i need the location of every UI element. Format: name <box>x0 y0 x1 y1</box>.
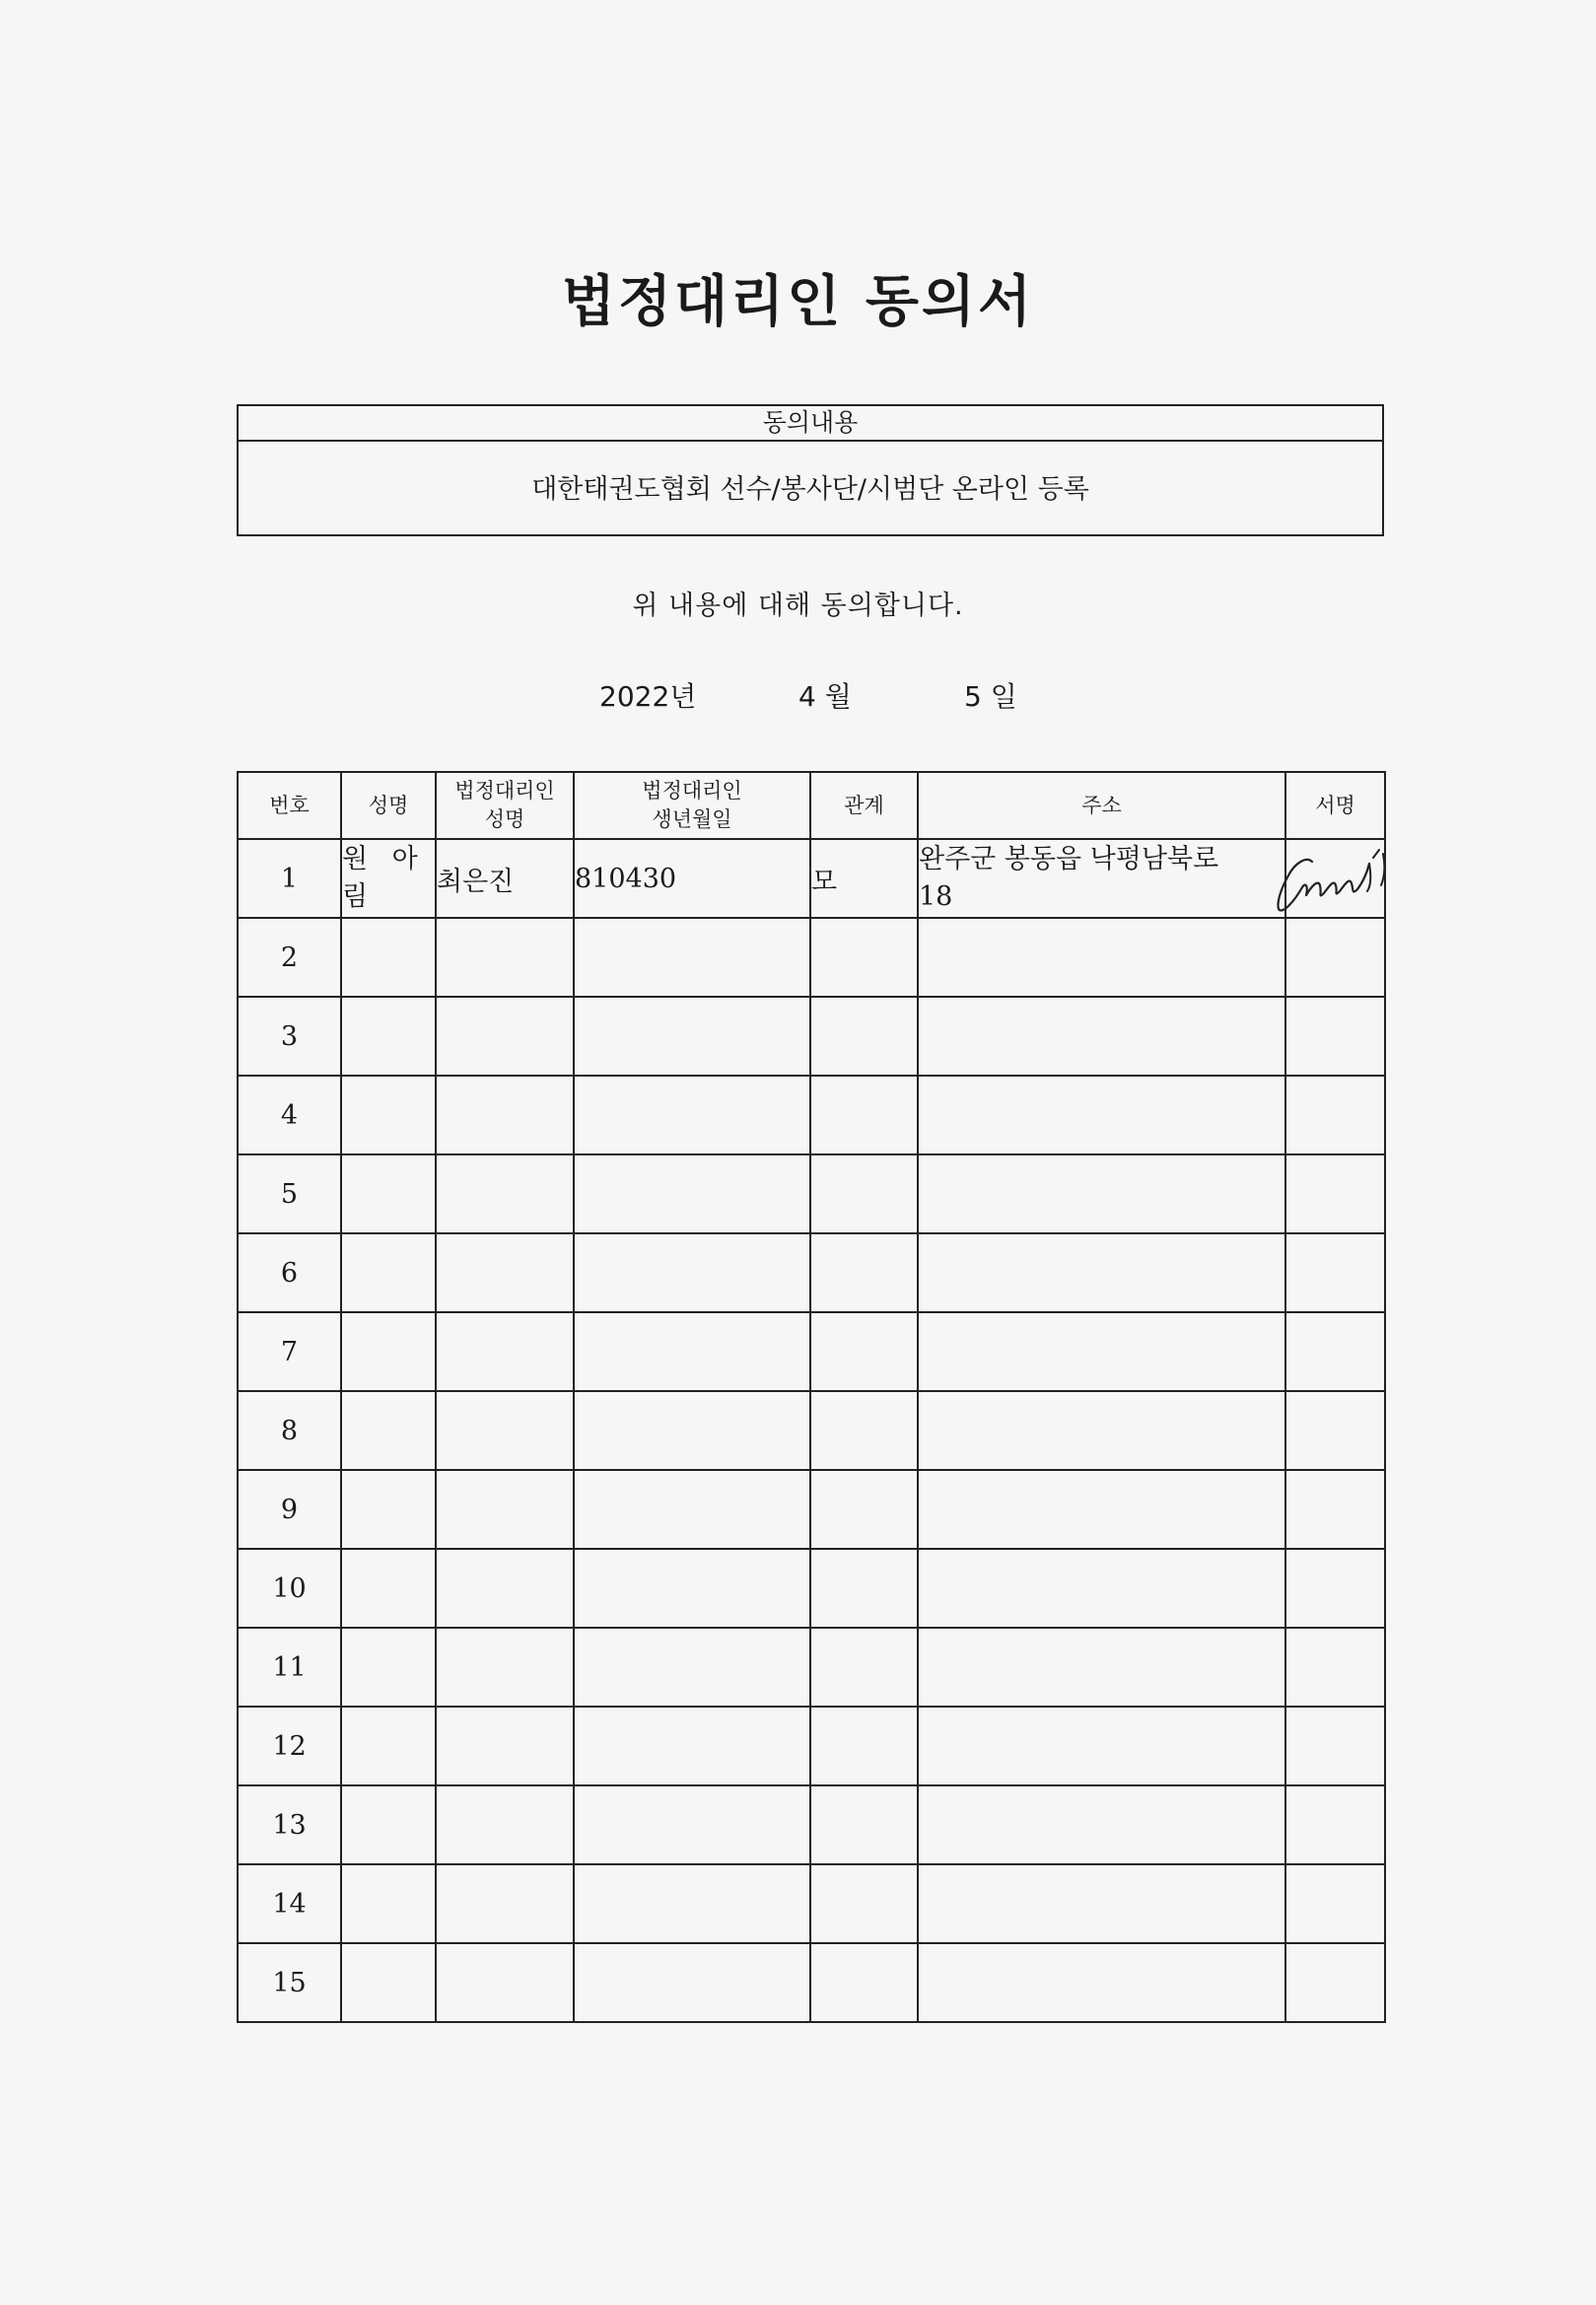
guardian-name[interactable] <box>436 1391 574 1470</box>
guardian-birth[interactable] <box>574 1628 810 1707</box>
row-number: 14 <box>238 1864 341 1943</box>
row-number: 5 <box>238 1154 341 1233</box>
relation[interactable] <box>810 1549 918 1628</box>
address-line2: 18 <box>919 881 953 912</box>
student-name[interactable] <box>341 839 436 918</box>
address[interactable] <box>918 1391 1285 1470</box>
student-name[interactable] <box>341 997 436 1076</box>
address-line1: 완주군 봉동읍 낙평남북로 <box>919 844 1219 874</box>
guardian-name[interactable] <box>436 1707 574 1785</box>
address[interactable] <box>918 1312 1285 1391</box>
header-guardian-name-line2: 성명 <box>484 807 525 831</box>
table-row <box>238 1470 1385 1549</box>
address[interactable] <box>918 1154 1285 1233</box>
relation[interactable]: 모 <box>810 839 918 918</box>
guardian-birth[interactable] <box>574 1470 810 1549</box>
row-number: 4 <box>238 1076 341 1154</box>
guardian-name[interactable] <box>436 1549 574 1628</box>
signature-cell[interactable] <box>1285 1943 1385 2022</box>
row-number: 15 <box>238 1943 341 2022</box>
student-name[interactable] <box>341 1628 436 1707</box>
address[interactable] <box>918 1785 1285 1864</box>
guardian-birth[interactable] <box>574 1864 810 1943</box>
header-name: 성명 <box>341 772 436 839</box>
guardian-birth[interactable] <box>574 1076 810 1154</box>
student-name[interactable] <box>341 1233 436 1312</box>
guardian-name[interactable] <box>436 1154 574 1233</box>
guardian-birth[interactable] <box>574 1312 810 1391</box>
student-name[interactable] <box>341 1470 436 1549</box>
guardian-name[interactable] <box>436 997 574 1076</box>
header-signature: 서명 <box>1285 772 1385 839</box>
relation[interactable] <box>810 1154 918 1233</box>
table-row <box>238 1154 1385 1233</box>
student-name[interactable] <box>341 918 436 997</box>
header-guardian-birth-line2: 생년월일 <box>652 807 732 831</box>
relation[interactable] <box>810 1470 918 1549</box>
row-number: 13 <box>238 1785 341 1864</box>
relation[interactable] <box>810 918 918 997</box>
guardian-name[interactable] <box>436 1785 574 1864</box>
guardian-name[interactable] <box>436 918 574 997</box>
address[interactable] <box>918 1943 1285 2022</box>
row-number: 9 <box>238 1470 341 1549</box>
address[interactable] <box>918 1470 1285 1549</box>
guardian-birth[interactable]: 810430 <box>574 839 810 918</box>
relation[interactable] <box>810 997 918 1076</box>
student-name[interactable] <box>341 1312 436 1391</box>
guardian-name[interactable] <box>436 1312 574 1391</box>
guardian-birth[interactable] <box>574 918 810 997</box>
table-row <box>238 1391 1385 1470</box>
guardian-name[interactable] <box>436 1233 574 1312</box>
table-row <box>238 997 1385 1076</box>
agree-statement: 위 내용에 대해 동의합니다. <box>632 591 964 621</box>
guardian-birth[interactable] <box>574 1943 810 2022</box>
address[interactable] <box>918 839 1285 918</box>
student-name[interactable] <box>341 1785 436 1864</box>
table-row <box>238 1233 1385 1312</box>
relation[interactable] <box>810 1391 918 1470</box>
guardian-birth[interactable] <box>574 1391 810 1470</box>
row-number: 12 <box>238 1707 341 1785</box>
signature-cell[interactable] <box>1285 1233 1385 1312</box>
signature-cell[interactable] <box>1285 1864 1385 1943</box>
table-row <box>238 1707 1385 1785</box>
guardian-name[interactable] <box>436 1864 574 1943</box>
student-name[interactable] <box>341 1549 436 1628</box>
address[interactable] <box>918 1076 1285 1154</box>
header-address: 주소 <box>918 772 1285 839</box>
signature-cell[interactable] <box>1285 1785 1385 1864</box>
guardian-name[interactable] <box>436 1943 574 2022</box>
relation[interactable] <box>810 1233 918 1312</box>
student-name-line2: 림 <box>342 881 377 912</box>
relation[interactable] <box>810 1943 918 2022</box>
header-relation: 관계 <box>810 772 918 839</box>
document-title: 법정대리인 동의서 <box>561 270 1035 334</box>
row-number: 11 <box>238 1628 341 1707</box>
guardian-birth[interactable] <box>574 997 810 1076</box>
table-row <box>238 1785 1385 1864</box>
guardian-name[interactable] <box>436 1470 574 1549</box>
header-guardian-birth <box>574 772 810 839</box>
relation[interactable] <box>810 1628 918 1707</box>
address[interactable] <box>918 997 1285 1076</box>
row-number: 6 <box>238 1233 341 1312</box>
row-number: 10 <box>238 1549 341 1628</box>
guardian-birth[interactable] <box>574 1707 810 1785</box>
signature-cell[interactable] <box>1285 997 1385 1076</box>
signature-cell[interactable] <box>1285 1707 1385 1785</box>
guardian-birth[interactable] <box>574 1549 810 1628</box>
guardian-name[interactable] <box>436 1076 574 1154</box>
table-row <box>238 1628 1385 1707</box>
relation[interactable] <box>810 1076 918 1154</box>
row-number: 3 <box>238 997 341 1076</box>
table-row <box>238 1549 1385 1628</box>
student-name[interactable] <box>341 1864 436 1943</box>
guardian-birth[interactable] <box>574 1154 810 1233</box>
student-name[interactable] <box>341 1076 436 1154</box>
row-number: 8 <box>238 1391 341 1470</box>
table-row <box>238 1864 1385 1943</box>
student-name-line1: 원 아 <box>342 844 426 874</box>
address[interactable] <box>918 1549 1285 1628</box>
header-number: 번호 <box>238 772 341 839</box>
consent-content-box <box>237 404 1384 536</box>
signature-cell[interactable] <box>1285 1470 1385 1549</box>
guardian-birth[interactable] <box>574 1785 810 1864</box>
header-guardian-name-line1: 법정대리인 <box>454 779 555 803</box>
signature-cell[interactable] <box>1285 1549 1385 1628</box>
signature-cell[interactable] <box>1285 1154 1385 1233</box>
table-row <box>238 1076 1385 1154</box>
date-day: 5 일 <box>964 680 1017 713</box>
row-number: 7 <box>238 1312 341 1391</box>
address[interactable] <box>918 1707 1285 1785</box>
relation[interactable] <box>810 1785 918 1864</box>
signature-cell[interactable] <box>1285 839 1385 918</box>
relation[interactable] <box>810 1707 918 1785</box>
header-guardian-name <box>436 772 574 839</box>
handwritten-signature <box>1269 842 1417 919</box>
date-year: 2022년 <box>599 680 697 713</box>
consent-header: 동의내용 <box>239 406 1382 442</box>
table-row <box>238 1312 1385 1391</box>
table-row <box>238 1943 1385 2022</box>
student-name[interactable] <box>341 1943 436 2022</box>
signature-cell[interactable] <box>1285 1628 1385 1707</box>
table-header-row <box>238 772 1385 839</box>
student-name[interactable] <box>341 1391 436 1470</box>
student-name[interactable] <box>341 1707 436 1785</box>
table-row <box>238 918 1385 997</box>
guardian-birth[interactable] <box>574 1233 810 1312</box>
row-number: 1 <box>238 839 341 918</box>
guardian-name[interactable] <box>436 1628 574 1707</box>
signature-cell[interactable] <box>1285 1076 1385 1154</box>
registration-table <box>237 771 1386 2023</box>
relation[interactable] <box>810 1864 918 1943</box>
header-guardian-birth-line1: 법정대리인 <box>642 779 742 803</box>
student-name[interactable] <box>341 1154 436 1233</box>
signature-cell[interactable] <box>1285 1312 1385 1391</box>
address[interactable] <box>918 1628 1285 1707</box>
table-row <box>238 839 1385 918</box>
address[interactable] <box>918 918 1285 997</box>
signature-cell[interactable] <box>1285 1391 1385 1470</box>
consent-content: 대한태권도협회 선수/봉사단/시범단 온라인 등록 <box>531 474 1089 505</box>
row-number: 2 <box>238 918 341 997</box>
address[interactable] <box>918 1864 1285 1943</box>
address[interactable] <box>918 1233 1285 1312</box>
relation[interactable] <box>810 1312 918 1391</box>
date-month: 4 월 <box>798 680 852 713</box>
guardian-name[interactable]: 최은진 <box>436 839 574 918</box>
signature-cell[interactable] <box>1285 918 1385 997</box>
